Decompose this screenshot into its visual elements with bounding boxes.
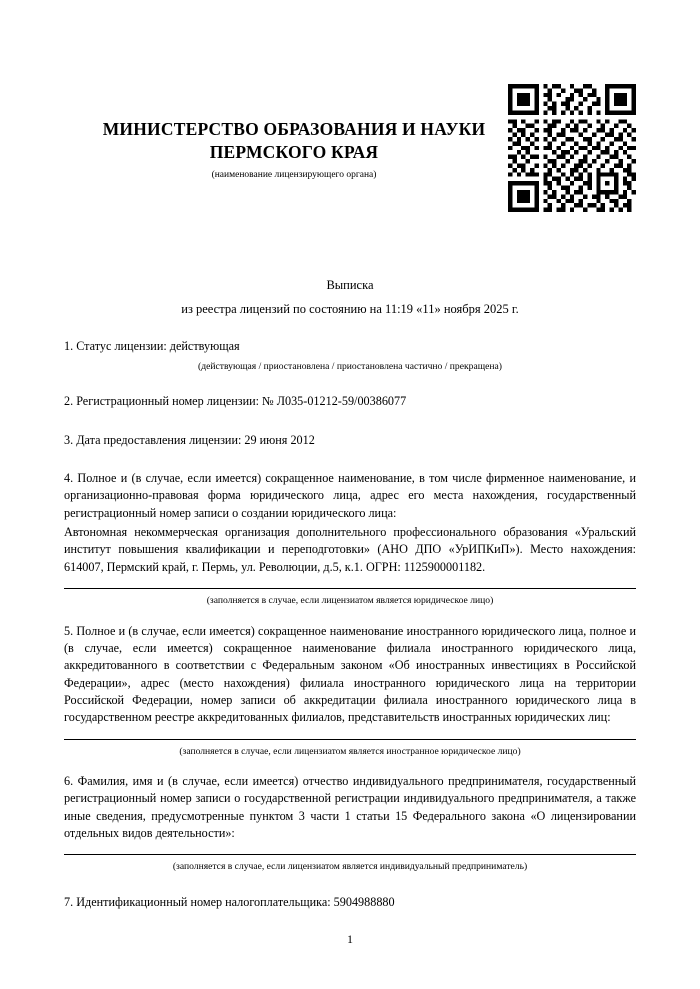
item-6-label: 6. Фамилия, имя и (в случае, если имеется) отчество индивидуального предпринимателя, государственный регистрационный номер записи о государственной регистрации индивидуального предпринимателя, а также иные сведения, предусмотренные пунктом 3 части 1 статьи 15 Федерального закона «О лицензировании отдельных видов деятельности»:: [64, 774, 636, 840]
item-1-note: (действующая / приостановлена / приостановлена частично / прекращена): [198, 360, 502, 372]
document-state-line: из реестра лицензий по состоянию на 11:19 «11» ноября 2025 г.: [181, 301, 519, 316]
licensing-authority-note: (наименование лицензирующего органа): [211, 170, 377, 181]
item-5-label: 5. Полное и (в случае, если имеется) сокращенное наименование иностранного юридического лица, полное и (в случае, если имеется) сокращенное наименование филиала иностранного юридического лица, аккредитованного в соответствии с Федеральным законом «Об иностранных инвестициях в Российской Федерации», адрес (место нахождения) филиала иностранного юридического лица на территории Российской Федерации, номер записи об аккредитации филиала иностранного юридического лица в государственном реестре аккредитованных филиалов, представительств иностранных юридических лиц:: [64, 623, 636, 725]
item-4-body: Автономная некоммерческая организация дополнительного профессионального образования «Уральский институт повышения квалификации и переподготовки» (АНО ДПО «УрИПКиП»). Место нахождения: 614007, Пермский край, г. Пермь, ул. Революции, д.5, к.1. ОГРН: 1125900001182.: [64, 525, 636, 574]
item-7-taxpayer-number: 7. Идентификационный номер налогоплательщика: 5904988880: [64, 894, 395, 909]
page-number: 1: [347, 932, 353, 946]
licensing-authority-title: МИНИСТЕРСТВО ОБРАЗОВАНИЯ И НАУКИ ПЕРМСКОГО КРАЯ: [102, 119, 486, 163]
item-3-issue-date: 3. Дата предоставления лицензии: 29 июня 2012: [64, 432, 315, 447]
item-1-status: 1. Статус лицензии: действующая: [64, 338, 240, 353]
item-2-registration-number: 2. Регистрационный номер лицензии: № Л035-01212-59/00386077: [64, 394, 407, 409]
item-4-note: (заполняется в случае, если лицензиатом является юридическое лицо): [206, 595, 494, 607]
document-kind: Выписка: [326, 277, 374, 292]
item-4-divider: [64, 588, 636, 589]
item-4-label: 4. Полное и (в случае, если имеется) сокращенное наименование, в том числе фирменное наименование, и организационно-правовая форма юридического лица, адрес его места нахождения, государственный регистрационный номер записи о создании юридического лица:: [64, 471, 636, 520]
qr-code-icon: [508, 84, 636, 212]
item-5-note: (заполняется в случае, если лицензиатом является иностранное юридическое лицо): [179, 745, 521, 757]
item-6-divider: [64, 854, 636, 855]
item-6-note: (заполняется в случае, если лицензиатом является индивидуальный предприниматель): [172, 861, 528, 873]
item-5-divider: [64, 739, 636, 740]
